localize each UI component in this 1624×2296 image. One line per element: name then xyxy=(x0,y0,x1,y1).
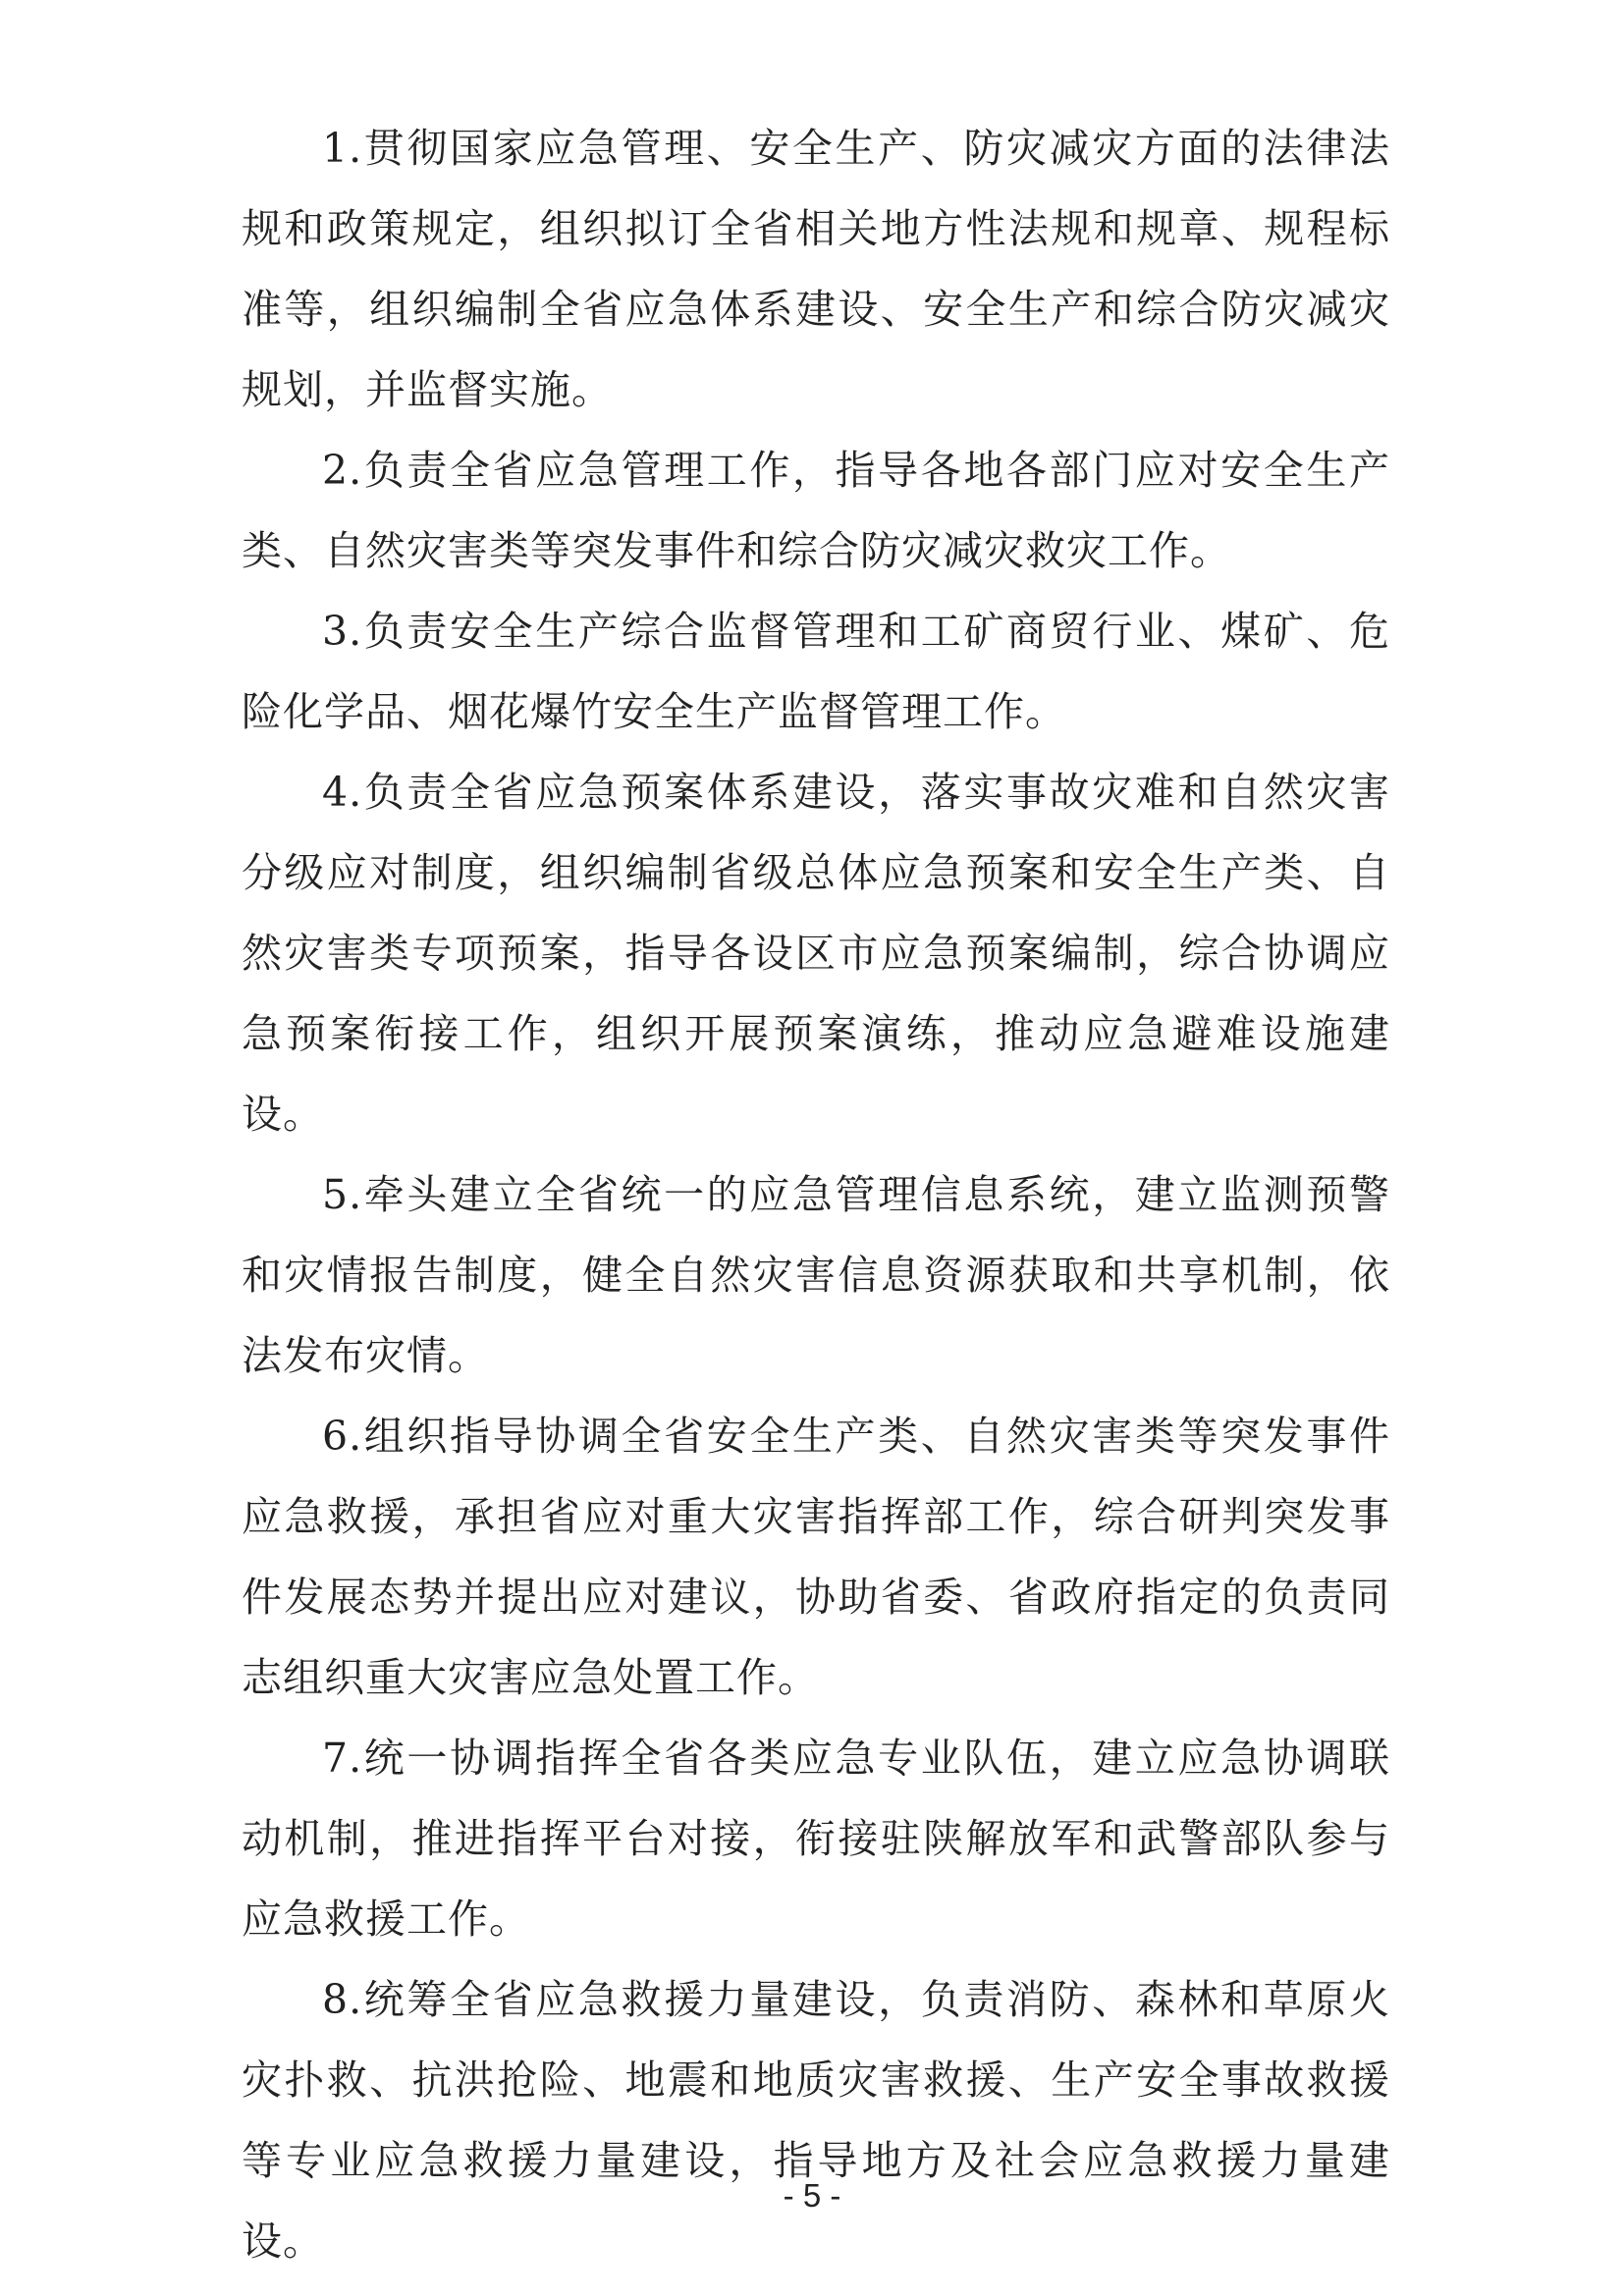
document-body xyxy=(242,108,1390,2281)
paragraph-item-7: 7.统一协调指挥全省各类应急专业队伍，建立应急协调联动机制，推进指挥平台对接，衔接驻陕解放军和武警部队参与应急救援工作。 xyxy=(242,1735,1390,1943)
paragraph-item-8: 8.统筹全省应急救援力量建设，负责消防、森林和草原火灾扑救、抗洪抢险、地震和地质灾害救援、生产安全事故救援等专业应急救援力量建设，指导地方及社会应急救援力量建设。 xyxy=(242,1976,1390,2265)
paragraph-item-5: 5.牵头建立全省统一的应急管理信息系统，建立监测预警和灾情报告制度，健全自然灾害信息资源获取和共享机制，依法发布灾情。 xyxy=(242,1171,1390,1379)
paragraph-item-1: 1.贯彻国家应急管理、安全生产、防灾减灾方面的法律法规和政策规定，组织拟订全省相关地方性法规和规章、规程标准等，组织编制全省应急体系建设、安全生产和综合防灾减灾规划，并监督实施。 xyxy=(242,125,1390,413)
paragraph-item-6: 6.组织指导协调全省安全生产类、自然灾害类等突发事件应急救援，承担省应对重大灾害指挥部工作，综合研判突发事件发展态势并提出应对建议，协助省委、省政府指定的负责同志组织重大灾害应急处置工作。 xyxy=(242,1413,1390,1701)
paragraph-item-2: 2.负责全省应急管理工作，指导各地各部门应对安全生产类、自然灾害类等突发事件和综合防灾减灾救灾工作。 xyxy=(242,447,1390,574)
paragraph-item-4: 4.负责全省应急预案体系建设，落实事故灾难和自然灾害分级应对制度，组织编制省级总体应急预案和安全生产类、自然灾害类专项预案，指导各设区市应急预案编制，综合协调应急预案衔接工作，组织开展预案演练，推动应急避难设施建设。 xyxy=(242,769,1390,1138)
page-number: - 5 - xyxy=(783,2177,841,2214)
paragraph-item-3: 3.负责安全生产综合监督管理和工矿商贸行业、煤矿、危险化学品、烟花爆竹安全生产监督管理工作。 xyxy=(242,608,1390,735)
